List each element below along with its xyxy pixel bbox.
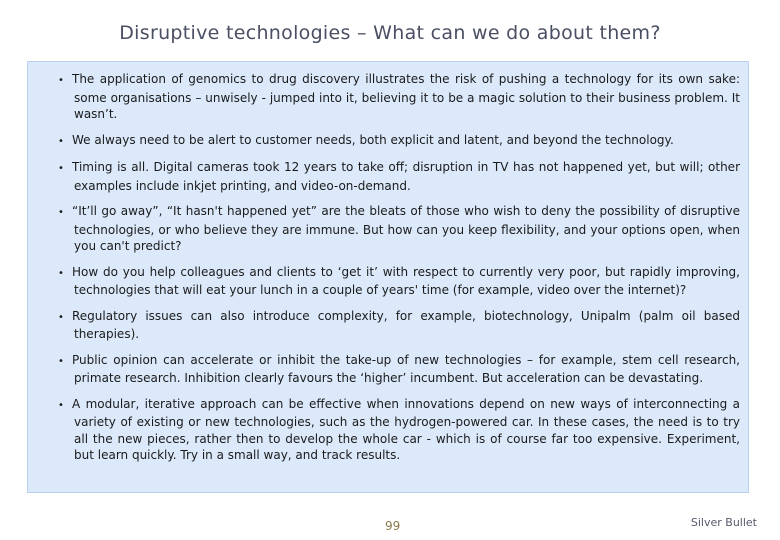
list-item [38,352,740,387]
content-box [27,61,749,493]
bullet-icon: • [58,207,64,218]
list-item [38,159,740,194]
bullet-icon: • [58,399,64,411]
bullet-icon: • [58,75,64,86]
bullet-list [38,71,740,464]
bullet-text: “It’ll go away”, “It hasn't happened yet” are the bleats of those who wish to deny the possibility of disruptive technologies, or who believe they are immune. But how can you keep flexibility, and your options open, when you can't predict? [72,204,740,253]
list-item [38,308,740,343]
list-item [38,264,740,299]
list-item [38,132,740,151]
bullet-text: Regulatory issues can also introduce complexity, for example, biotechnology, Unipalm (palm oil based therapies). [72,308,740,341]
list-item [38,71,740,123]
bullet-text: We always need to be alert to customer needs, both explicit and latent, and beyond the technology. [72,132,674,147]
bullet-icon: • [58,311,64,323]
page-number: 99 [385,519,401,533]
footer-brand: Silver Bullet [690,516,757,529]
list-item [38,396,740,464]
bullet-icon: • [58,135,64,147]
list-item [38,203,740,255]
bullet-text: Timing is all. Digital cameras took 12 years to take off; disruption in TV has not happened yet, but will; other examples include inkjet printing, and video-on-demand. [72,160,740,193]
bullet-icon: • [58,355,64,367]
bullet-text: A modular, iterative approach can be effective when innovations depend on new ways of interconnecting a variety of existing or new technologies, such as the hydrogen-powered car. In these cases, the need is to try all the new pieces, rather then to develop the whole car - which is of course far too expensive. Experiment, but learn quickly. Try in a small way, and track results. [72,396,740,462]
slide-title: Disruptive technologies – What can we do about them? [119,22,661,44]
bullet-text: Public opinion can accelerate or inhibit the take-up of new technologies – for example, stem cell research, primate research. Inhibition clearly favours the ‘higher’ incumbent. But acceleration can be devastating. [72,352,740,385]
bullet-text: How do you help colleagues and clients to ‘get it’ with respect to currently very poor, but rapidly improving, technologies that will eat your lunch in a couple of years' time (for example, video over the internet)? [72,264,740,297]
bullet-text: The application of genomics to drug discovery illustrates the risk of pushing a technology for its own sake: some organisations – unwisely - jumped into it, believing it to be a magic solution to their business problem. It wasn’t. [72,72,740,121]
bullet-icon: • [58,267,64,279]
bullet-icon: • [58,163,64,174]
